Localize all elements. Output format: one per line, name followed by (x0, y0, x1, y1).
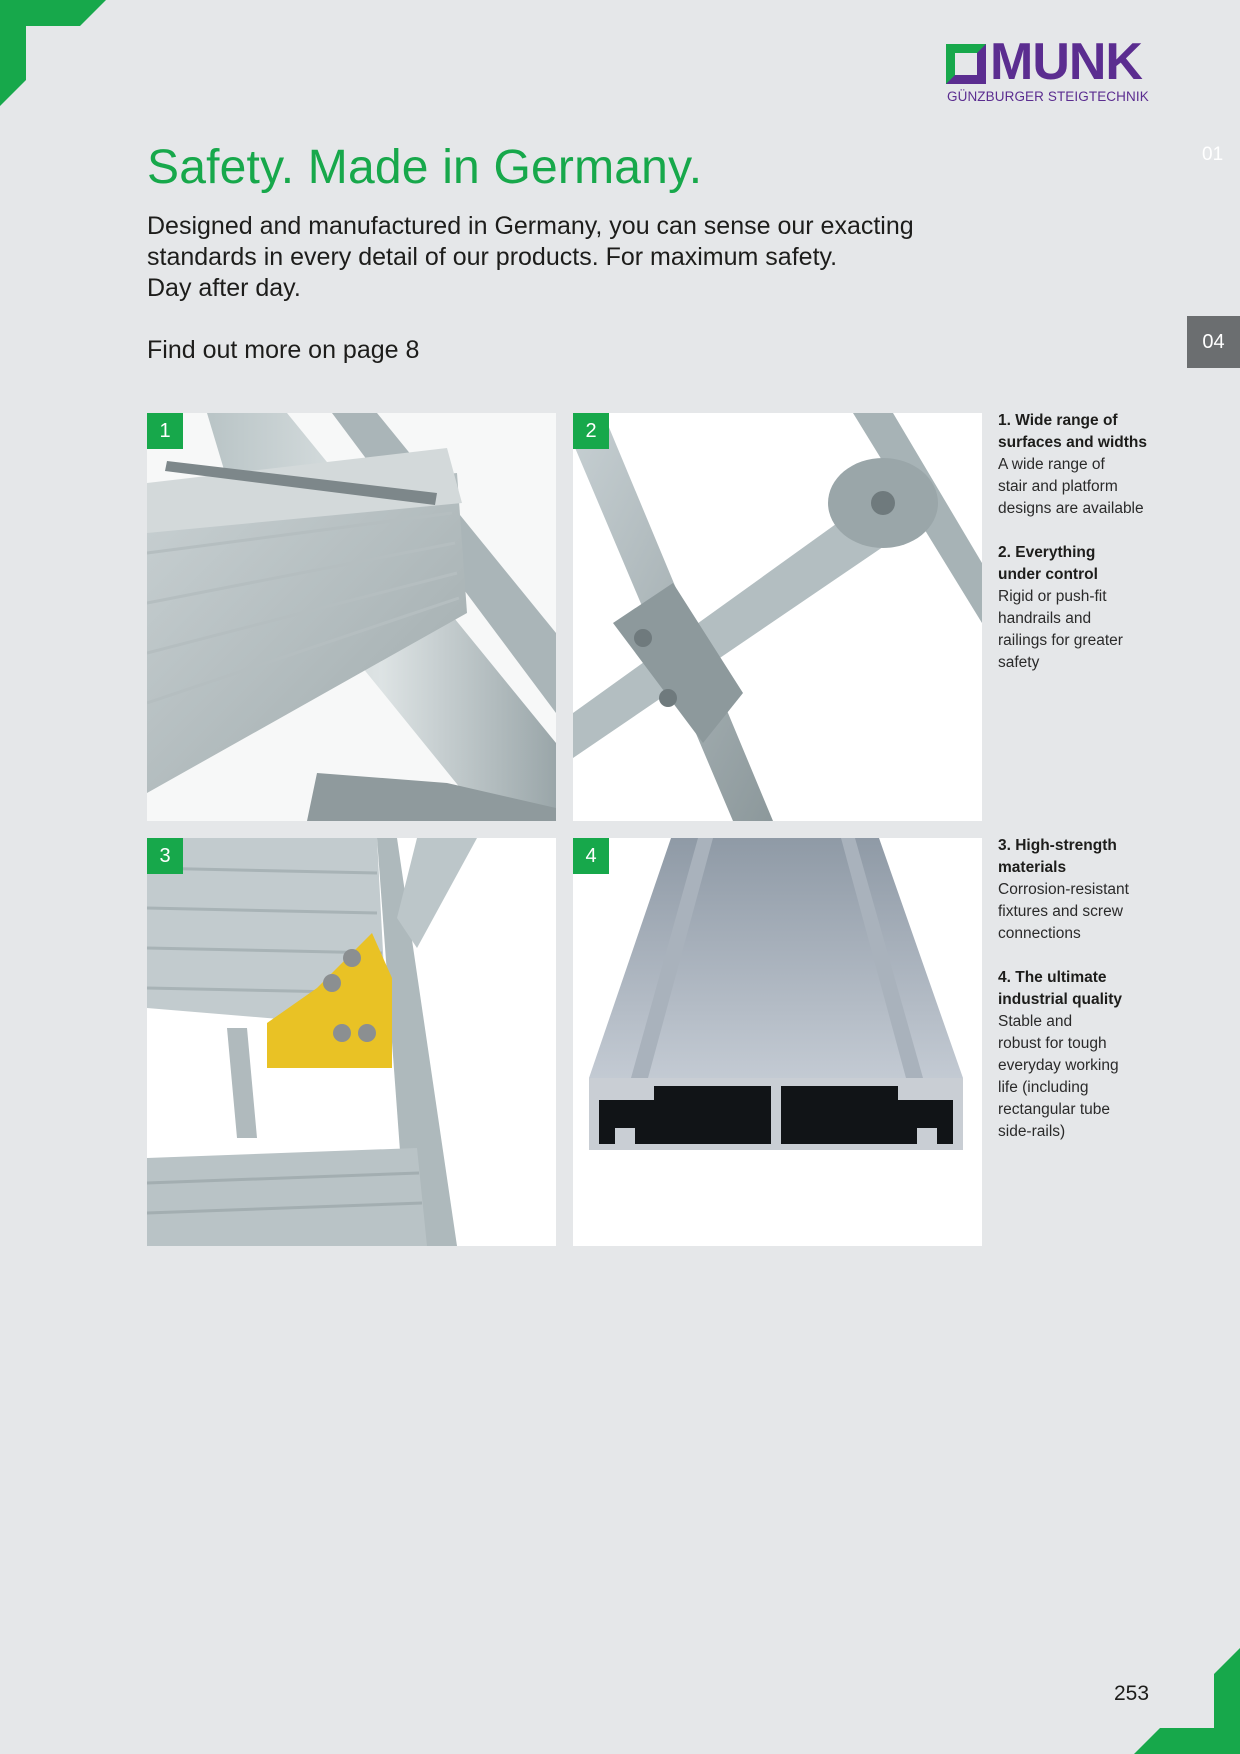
more-info-link: Find out more on page 8 (147, 336, 420, 364)
photo-number-badge: 1 (147, 413, 183, 449)
feature-title: 3. High-strength (998, 837, 1117, 854)
handrail-joint-photo (573, 413, 982, 821)
feature-title: 1. Wide range of (998, 412, 1118, 429)
page-marker: 01 (1202, 144, 1224, 165)
feature-description: stair and platform (998, 478, 1118, 495)
feature-title: 2. Everything (998, 544, 1096, 561)
feature-title: 4. The ultimate (998, 969, 1107, 986)
feature-description: A wide range of (998, 456, 1105, 473)
profile-section-image (573, 838, 982, 1246)
photo-number-badge: 4 (573, 838, 609, 874)
bracket-screws-image (147, 838, 556, 1246)
section-tab[interactable]: 04 (1187, 316, 1240, 368)
bracket-screws-photo (147, 838, 556, 1246)
platform-step-image (147, 413, 556, 821)
feature-description: handrails and (998, 610, 1092, 627)
intro-line: standards in every detail of our products. For maximum safety. (147, 243, 838, 271)
feature-description: Corrosion-resistant (998, 881, 1129, 898)
photo-number-badge: 3 (147, 838, 183, 874)
intro-line: Designed and manufactured in Germany, you can sense our exacting (147, 212, 914, 240)
intro-line: Day after day. (147, 274, 301, 302)
feature-description: side-rails) (998, 1123, 1066, 1140)
photo-number-badge: 2 (573, 413, 609, 449)
feature-description: safety (998, 654, 1040, 671)
feature-title: industrial quality (998, 991, 1123, 1008)
corner-decoration-bottom-right (1134, 1648, 1240, 1754)
feature-description: rectangular tube (998, 1101, 1111, 1118)
handrail-joint-image (573, 413, 982, 821)
profile-section-photo (573, 838, 982, 1246)
feature-list-bottom (998, 835, 1158, 1143)
feature-description: Rigid or push-fit (998, 588, 1107, 605)
logo-mark-icon (946, 44, 986, 84)
page-number: 253 (1114, 1682, 1150, 1705)
brand-logo (946, 33, 1152, 108)
platform-step-photo (147, 413, 556, 821)
page-title: Safety. Made in Germany. (147, 141, 703, 194)
feature-title: under control (998, 566, 1098, 583)
corner-decoration-top-left (0, 0, 106, 106)
feature-description: connections (998, 925, 1081, 942)
logo-wordmark: MUNK (990, 33, 1142, 91)
feature-description: everyday working (998, 1057, 1119, 1074)
feature-description: fixtures and screw (998, 903, 1123, 920)
feature-description: railings for greater (998, 632, 1123, 649)
logo-tagline: GÜNZBURGER STEIGTECHNIK (947, 89, 1149, 104)
feature-description: Stable and (998, 1013, 1073, 1030)
feature-title: materials (998, 859, 1067, 876)
feature-description: designs are available (998, 500, 1144, 517)
feature-description: robust for tough (998, 1035, 1107, 1052)
feature-list-top (998, 410, 1158, 674)
intro-paragraph (147, 211, 987, 304)
feature-title: surfaces and widths (998, 434, 1148, 451)
feature-description: life (including (998, 1079, 1089, 1096)
